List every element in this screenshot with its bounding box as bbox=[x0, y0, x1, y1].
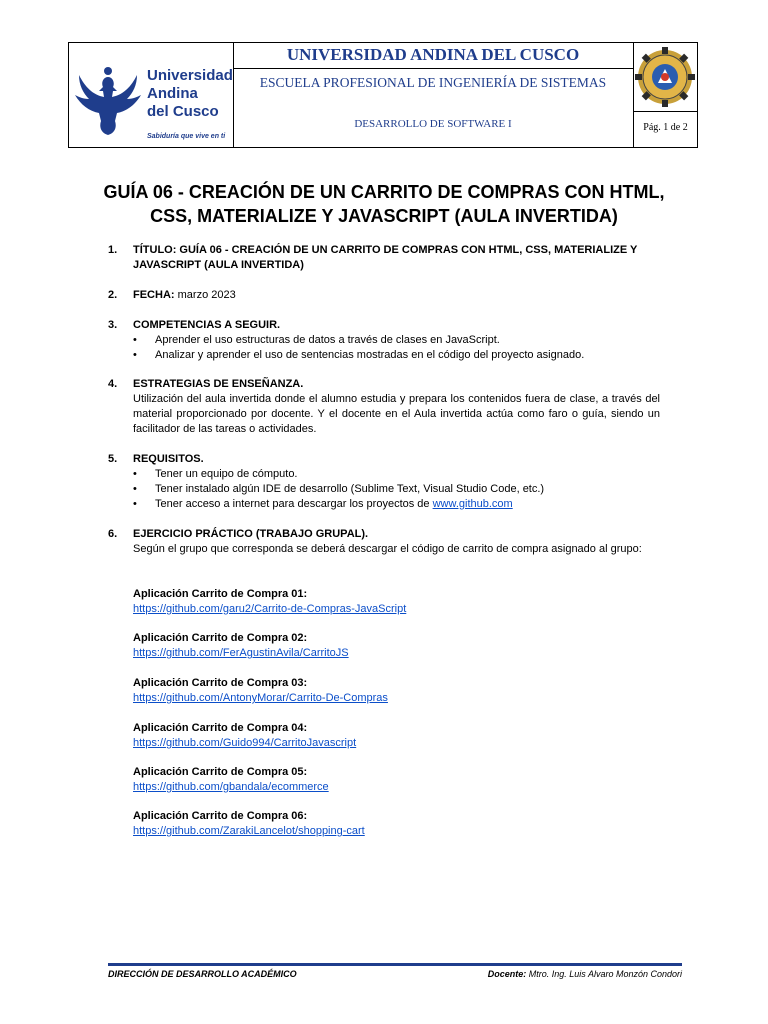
gear-emblem-icon bbox=[634, 45, 696, 109]
university-title: UNIVERSIDAD ANDINA DEL CUSCO bbox=[233, 45, 633, 69]
app-label: Aplicación Carrito de Compra 06: bbox=[133, 810, 308, 822]
app-label: Aplicación Carrito de Compra 04: bbox=[133, 722, 308, 734]
repo-link[interactable]: https://github.com/Guido994/CarritoJavascript bbox=[133, 737, 357, 749]
page-number: Pág. 1 de 2 bbox=[643, 122, 688, 133]
list-item: • Tener instalado algún IDE de desarrollo (Sublime Text, Visual Studio Code, etc.) bbox=[133, 483, 545, 495]
course-name: DESARROLLO DE SOFTWARE I bbox=[354, 118, 512, 130]
docente-name: Mtro. Ing. Luis Alvaro Monzón Condori bbox=[526, 969, 682, 979]
document-title: GUÍA 06 - CREACIÓN DE UN CARRITO DE COMPRAS CON HTML, CSS, MATERIALIZE Y JAVASCRIPT (AULA INVERTIDA) bbox=[103, 182, 665, 226]
app-entry-04 bbox=[133, 721, 356, 751]
estrategias-paragraph: Utilización del aula invertida donde el alumno estudia y prepara los contenidos fuera de clase, a través del material proporcionado por docente. Y el docente en el Aula invertida actúa como faro o guía, siendo un facilitador de las tareas o actividades. bbox=[133, 393, 660, 435]
bullet-icon: • bbox=[133, 468, 137, 480]
repo-link[interactable]: https://github.com/garu2/Carrito-de-Compras-JavaScript bbox=[133, 603, 407, 615]
fecha-label: FECHA: bbox=[133, 289, 175, 301]
app-entry-03 bbox=[133, 676, 388, 706]
bullet-icon: • bbox=[133, 498, 137, 510]
footer-divider bbox=[108, 963, 682, 966]
section-titulo-text: TÍTULO: GUÍA 06 - CREACIÓN DE UN CARRITO DE COMPRAS CON HTML, CSS, MATERIALIZE Y JAVASCRIPT (AULA INVERTIDA) bbox=[133, 244, 638, 271]
app-label: Aplicación Carrito de Compra 03: bbox=[133, 677, 308, 689]
document-header bbox=[68, 42, 698, 148]
list-item: • Tener acceso a internet para descargar los proyectos de www.github.com bbox=[133, 498, 513, 510]
footer-docente bbox=[488, 969, 682, 979]
github-link[interactable]: www.github.com bbox=[432, 498, 513, 510]
ejercicio-heading: EJERCICIO PRÁCTICO (TRABAJO GRUPAL). bbox=[133, 528, 369, 540]
list-item: • Analizar y aprender el uso de sentencias mostradas en el código del proyecto asignado. bbox=[133, 349, 585, 361]
school-name: ESCUELA PROFESIONAL DE INGENIERÍA DE SISTEMAS bbox=[259, 75, 607, 90]
competencias-heading: COMPETENCIAS A SEGUIR. bbox=[133, 319, 281, 331]
app-entry-05 bbox=[133, 765, 329, 795]
footer-department: DIRECCIÓN DE DESARROLLO ACADÉMICO bbox=[108, 969, 297, 979]
list-item: • Aprender el uso estructuras de datos a través de clases en JavaScript. bbox=[133, 334, 500, 346]
app-entry-06 bbox=[133, 809, 365, 839]
bullet-icon: • bbox=[133, 334, 137, 346]
university-tagline: Sabiduría que vive en ti bbox=[147, 133, 226, 140]
university-wordmark: Universidad Andina del Cusco bbox=[147, 67, 233, 120]
repo-link[interactable]: https://github.com/gbandala/ecommerce bbox=[133, 781, 329, 793]
app-label: Aplicación Carrito de Compra 02: bbox=[133, 632, 308, 644]
faculty-logo-cell bbox=[634, 43, 697, 112]
eagle-logo-icon bbox=[73, 57, 143, 137]
header-title-cell bbox=[233, 43, 634, 147]
page-number-cell bbox=[634, 111, 697, 147]
bullet-icon: • bbox=[133, 483, 137, 495]
app-label: Aplicación Carrito de Compra 05: bbox=[133, 766, 308, 778]
app-entry-01 bbox=[133, 587, 406, 617]
app-entry-02 bbox=[133, 631, 349, 661]
fecha-value: marzo 2023 bbox=[174, 289, 236, 301]
ejercicio-paragraph: Según el grupo que corresponda se deberá descargar el código de carrito de compra asignado al grupo: bbox=[133, 543, 642, 555]
university-logo-cell bbox=[69, 43, 234, 147]
list-item: • Tener un equipo de cómputo. bbox=[133, 468, 298, 480]
repo-link[interactable]: https://github.com/ZarakiLancelot/shopping-cart bbox=[133, 825, 365, 837]
requisitos-heading: REQUISITOS. bbox=[133, 453, 204, 465]
app-label: Aplicación Carrito de Compra 01: bbox=[133, 588, 308, 600]
estrategias-heading: ESTRATEGIAS DE ENSEÑANZA. bbox=[133, 378, 304, 390]
docente-label: Docente: bbox=[487, 969, 527, 979]
repo-link[interactable]: https://github.com/AntonyMorar/Carrito-De-Compras bbox=[133, 692, 388, 704]
repo-link[interactable]: https://github.com/FerAgustinAvila/CarritoJS bbox=[133, 647, 349, 659]
bullet-icon: • bbox=[133, 349, 137, 361]
